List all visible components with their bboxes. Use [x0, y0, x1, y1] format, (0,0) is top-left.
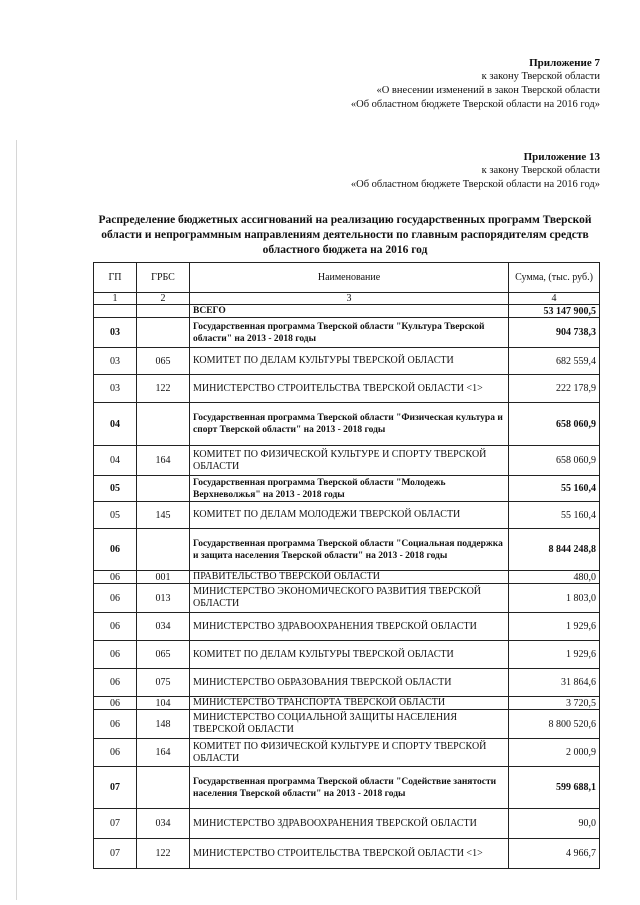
- cell-gp: 05: [94, 476, 137, 502]
- cell-grbs: 013: [137, 584, 190, 613]
- table-row: [94, 739, 600, 767]
- cell-name: КОМИТЕТ ПО ДЕЛАМ МОЛОДЕЖИ ТВЕРСКОЙ ОБЛАСТИ: [190, 502, 509, 529]
- cell-grbs: 001: [137, 571, 190, 584]
- table-row: [94, 584, 600, 613]
- table-row: [94, 348, 600, 375]
- cell-name: МИНИСТЕРСТВО СОЦИАЛЬНОЙ ЗАЩИТЫ НАСЕЛЕНИЯ ТВЕРСКОЙ ОБЛАСТИ: [190, 710, 509, 739]
- cell-sum: 480,0: [509, 571, 600, 584]
- header-name: Наименование: [190, 263, 509, 293]
- cell-name: КОМИТЕТ ПО ДЕЛАМ КУЛЬТУРЫ ТВЕРСКОЙ ОБЛАСТИ: [190, 641, 509, 669]
- cell-sum: 658 060,9: [509, 403, 600, 446]
- table-row: [94, 476, 600, 502]
- cell-gp: 06: [94, 697, 137, 710]
- cell-name: ПРАВИТЕЛЬСТВО ТВЕРСКОЙ ОБЛАСТИ: [190, 571, 509, 584]
- cell-gp: 04: [94, 446, 137, 476]
- cell-grbs: [137, 529, 190, 571]
- table-row: [94, 529, 600, 571]
- appendix-7-header: [351, 56, 600, 112]
- table-header-row: [94, 263, 600, 293]
- col-number-4: 4: [509, 293, 600, 305]
- document-title: Распределение бюджетных ассигнований на реализацию государственных программ Тверской области и непрограммным направлениям деятельности по главным распорядителям средств областного бюджета на 2016 год: [98, 214, 592, 256]
- cell-sum: 4 966,7: [509, 839, 600, 869]
- cell-gp: 06: [94, 669, 137, 697]
- cell-name: Государственная программа Тверской области "Молодежь Верхневолжья" на 2013 - 2018 годы: [190, 476, 509, 502]
- scan-edge-line: [16, 140, 17, 900]
- cell-sum: 2 000,9: [509, 739, 600, 767]
- cell-sum: 1 803,0: [509, 584, 600, 613]
- cell-sum: 682 559,4: [509, 348, 600, 375]
- table-row: [94, 446, 600, 476]
- cell-gp: 05: [94, 502, 137, 529]
- appendix-7-line-1: к закону Тверской области: [481, 71, 600, 82]
- column-number-row: [94, 293, 600, 305]
- cell-grbs: [137, 403, 190, 446]
- appendix-13-line-1: к закону Тверской области: [481, 165, 600, 176]
- cell-grbs: 145: [137, 502, 190, 529]
- cell-name: Государственная программа Тверской области "Физическая культура и спорт Тверской области" на 2013 - 2018 годы: [190, 403, 509, 446]
- cell-sum: 1 929,6: [509, 641, 600, 669]
- header-sum: Сумма, (тыс. руб.): [509, 263, 600, 293]
- cell-grbs: 164: [137, 739, 190, 767]
- appendix-13-line-2: «Об областном бюджете Тверской области на 2016 год»: [350, 179, 600, 190]
- cell-name: МИНИСТЕРСТВО СТРОИТЕЛЬСТВА ТВЕРСКОЙ ОБЛАСТИ <1>: [190, 839, 509, 869]
- cell-grbs: [137, 318, 190, 348]
- table-row: [94, 403, 600, 446]
- cell-sum: 658 060,9: [509, 446, 600, 476]
- cell-gp: 03: [94, 318, 137, 348]
- table-row: [94, 697, 600, 710]
- cell-sum: 3 720,5: [509, 697, 600, 710]
- cell-grbs: [137, 476, 190, 502]
- cell-grbs: 065: [137, 348, 190, 375]
- header-grbs: ГРБС: [137, 263, 190, 293]
- cell-name: КОМИТЕТ ПО ФИЗИЧЕСКОЙ КУЛЬТУРЕ И СПОРТУ ТВЕРСКОЙ ОБЛАСТИ: [190, 739, 509, 767]
- cell-name: Государственная программа Тверской области "Культура Тверской области" на 2013 - 2018 годы: [190, 318, 509, 348]
- table-row: [94, 839, 600, 869]
- appendix-7-line-2: «О внесении изменений в закон Тверской области: [376, 85, 600, 96]
- cell-name: МИНИСТЕРСТВО СТРОИТЕЛЬСТВА ТВЕРСКОЙ ОБЛАСТИ <1>: [190, 375, 509, 403]
- cell-grbs: 065: [137, 641, 190, 669]
- cell-sum: 8 800 520,6: [509, 710, 600, 739]
- cell-sum: 904 738,3: [509, 318, 600, 348]
- cell-name: МИНИСТЕРСТВО ЗДРАВООХРАНЕНИЯ ТВЕРСКОЙ ОБЛАСТИ: [190, 809, 509, 839]
- table-row: [94, 710, 600, 739]
- cell-grbs: 164: [137, 446, 190, 476]
- cell-grbs: 075: [137, 669, 190, 697]
- cell-sum: 55 160,4: [509, 476, 600, 502]
- cell-sum: 53 147 900,5: [509, 305, 600, 318]
- col-number-2: 2: [137, 293, 190, 305]
- appendix-13-header: [351, 150, 600, 192]
- table-row: [94, 669, 600, 697]
- cell-grbs: [137, 305, 190, 318]
- cell-name: КОМИТЕТ ПО ДЕЛАМ КУЛЬТУРЫ ТВЕРСКОЙ ОБЛАСТИ: [190, 348, 509, 375]
- cell-gp: 07: [94, 767, 137, 809]
- cell-gp: 06: [94, 529, 137, 571]
- cell-gp: 06: [94, 571, 137, 584]
- table-row: [94, 375, 600, 403]
- budget-table: [93, 262, 600, 869]
- table-row: [94, 305, 600, 318]
- table-row: [94, 767, 600, 809]
- cell-sum: 8 844 248,8: [509, 529, 600, 571]
- cell-name: МИНИСТЕРСТВО ЗДРАВООХРАНЕНИЯ ТВЕРСКОЙ ОБЛАСТИ: [190, 613, 509, 641]
- cell-grbs: 104: [137, 697, 190, 710]
- cell-sum: 1 929,6: [509, 613, 600, 641]
- cell-name: Государственная программа Тверской области "Социальная поддержка и защита населения Тверской области" на 2013 - 2018 годы: [190, 529, 509, 571]
- col-number-3: 3: [190, 293, 509, 305]
- cell-name: МИНИСТЕРСТВО ОБРАЗОВАНИЯ ТВЕРСКОЙ ОБЛАСТИ: [190, 669, 509, 697]
- cell-grbs: 034: [137, 613, 190, 641]
- table-row: [94, 571, 600, 584]
- cell-sum: 55 160,4: [509, 502, 600, 529]
- cell-name: Государственная программа Тверской области "Содействие занятости населения Тверской области" на 2013 - 2018 годы: [190, 767, 509, 809]
- cell-gp: 03: [94, 348, 137, 375]
- cell-gp: 07: [94, 809, 137, 839]
- appendix-13-title: Приложение 13: [523, 151, 600, 163]
- cell-name: КОМИТЕТ ПО ФИЗИЧЕСКОЙ КУЛЬТУРЕ И СПОРТУ ТВЕРСКОЙ ОБЛАСТИ: [190, 446, 509, 476]
- table-row: [94, 318, 600, 348]
- col-number-1: 1: [94, 293, 137, 305]
- cell-gp: [94, 305, 137, 318]
- table-row: [94, 809, 600, 839]
- cell-sum: 90,0: [509, 809, 600, 839]
- cell-gp: 06: [94, 739, 137, 767]
- cell-grbs: 148: [137, 710, 190, 739]
- cell-sum: 222 178,9: [509, 375, 600, 403]
- cell-name: ВСЕГО: [190, 305, 509, 318]
- table-row: [94, 641, 600, 669]
- header-gp: ГП: [94, 263, 137, 293]
- cell-sum: 31 864,6: [509, 669, 600, 697]
- cell-grbs: 122: [137, 375, 190, 403]
- cell-grbs: 034: [137, 809, 190, 839]
- table-row: [94, 613, 600, 641]
- cell-gp: 07: [94, 839, 137, 869]
- appendix-7-line-3: «Об областном бюджете Тверской области на 2016 год»: [350, 99, 600, 110]
- appendix-7-title: Приложение 7: [529, 57, 600, 69]
- cell-name: МИНИСТЕРСТВО ТРАНСПОРТА ТВЕРСКОЙ ОБЛАСТИ: [190, 697, 509, 710]
- cell-gp: 04: [94, 403, 137, 446]
- cell-gp: 06: [94, 641, 137, 669]
- table-row: [94, 502, 600, 529]
- cell-gp: 06: [94, 613, 137, 641]
- cell-name: МИНИСТЕРСТВО ЭКОНОМИЧЕСКОГО РАЗВИТИЯ ТВЕРСКОЙ ОБЛАСТИ: [190, 584, 509, 613]
- cell-sum: 599 688,1: [509, 767, 600, 809]
- cell-grbs: [137, 767, 190, 809]
- cell-gp: 06: [94, 710, 137, 739]
- cell-gp: 03: [94, 375, 137, 403]
- cell-gp: 06: [94, 584, 137, 613]
- cell-grbs: 122: [137, 839, 190, 869]
